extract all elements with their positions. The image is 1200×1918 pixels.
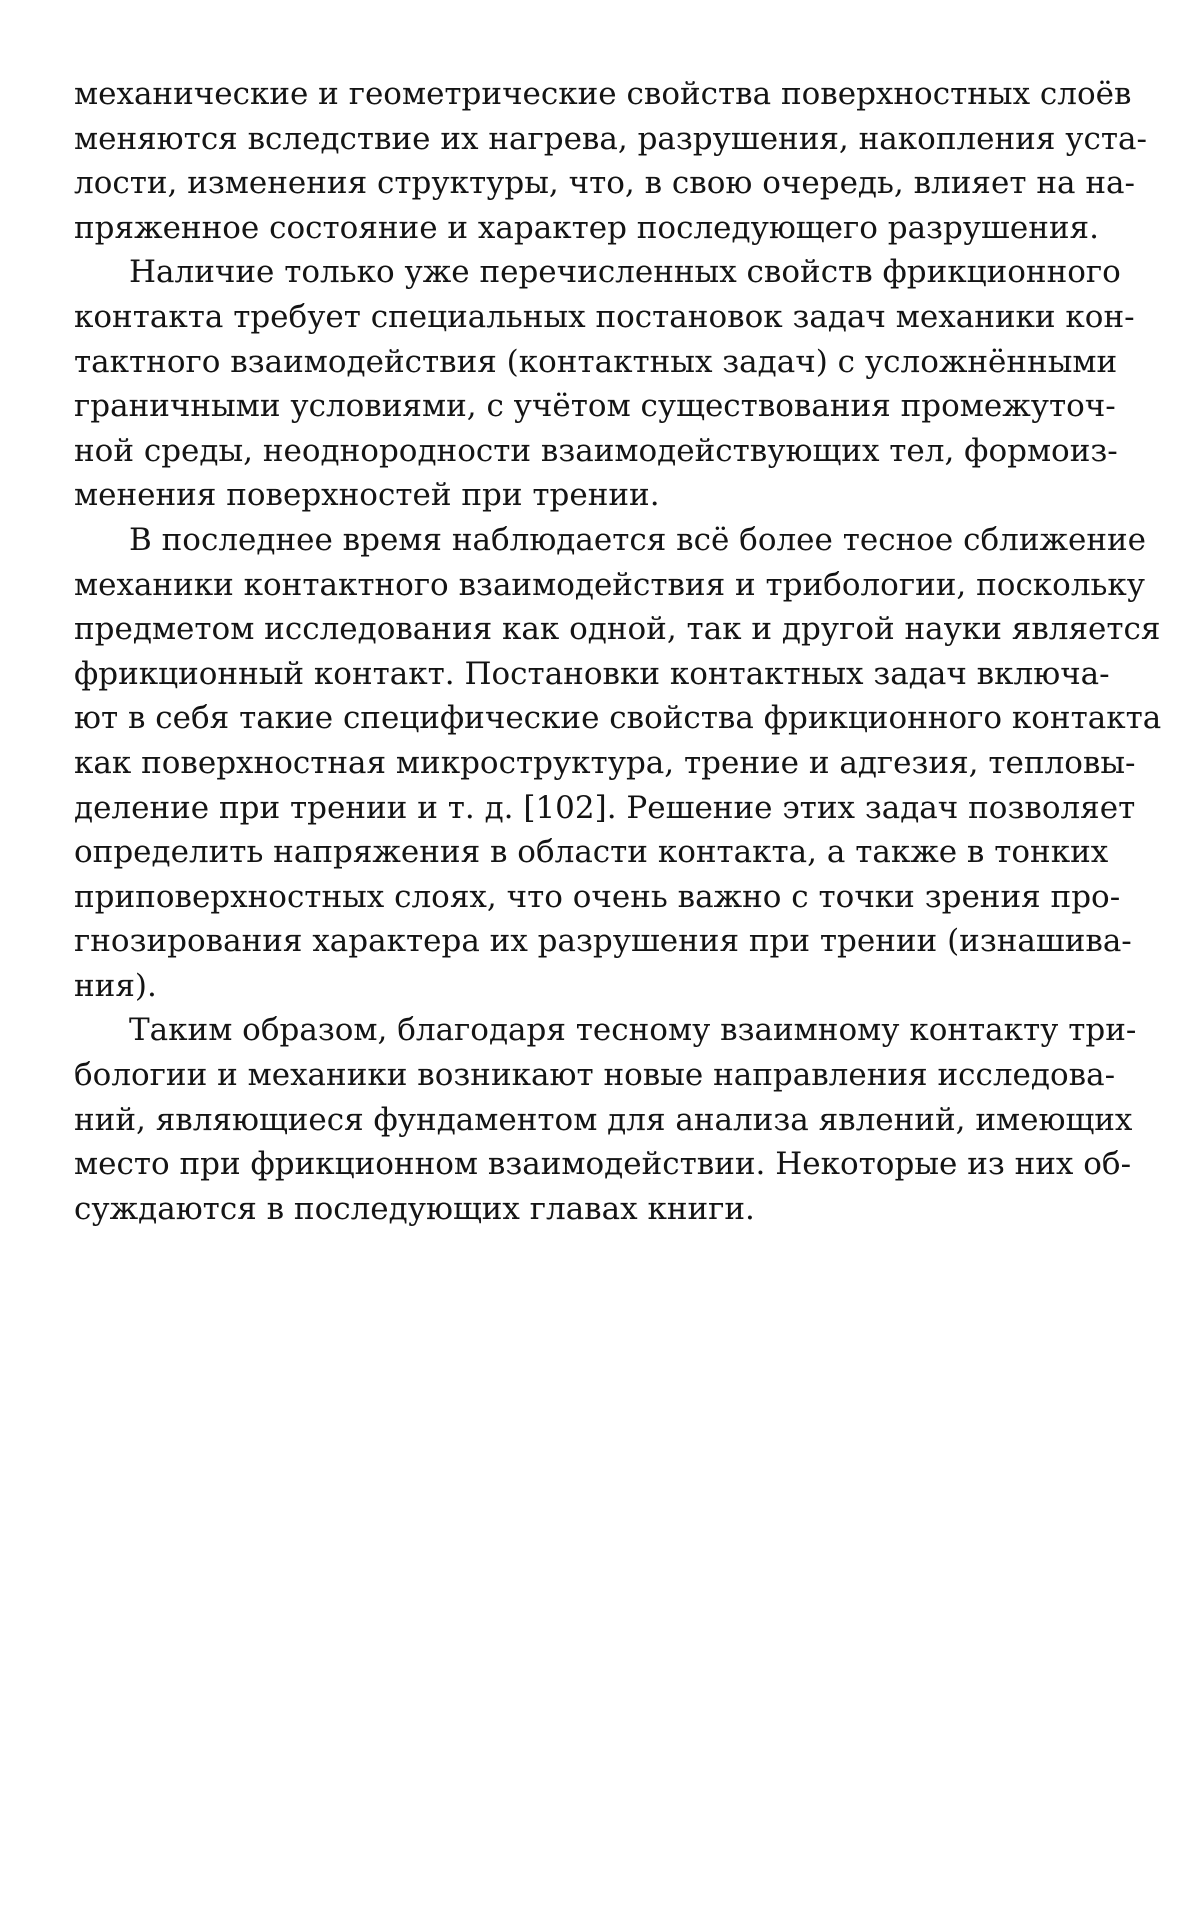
text-line: Таким образом, благодаря тесному взаимному контакту три- [129, 1012, 1137, 1049]
text-line: пряженное состояние и характер последующего разрушения. [74, 209, 1099, 246]
text-line: контакта требует специальных постановок задач механики кон- [74, 298, 1135, 335]
text-line: Наличие только уже перечисленных свойств фрикционного [129, 254, 1121, 291]
text-line: место при фрикционном взаимодействии. Некоторые из них об- [74, 1146, 1132, 1183]
text-line: суждаются в последующих главах книги. [74, 1190, 755, 1227]
paragraph-3 [74, 518, 1162, 1009]
text-line: определить напряжения в области контакта, а также в тонких [74, 834, 1109, 871]
text-line: механики контактного взаимодействия и трибологии, поскольку [74, 566, 1146, 603]
paragraph-1 [74, 72, 1147, 250]
text-line: лости, изменения структуры, что, в свою очередь, влияет на на- [74, 165, 1135, 202]
text-line: деление при трении и т. д. [102]. Решение этих задач позволяет [74, 789, 1136, 826]
text-line: бологии и механики возникают новые направления исследова- [74, 1057, 1116, 1094]
text-line: предметом исследования как одной, так и другой науки является [74, 611, 1161, 648]
text-line: В последнее время наблюдается всё более тесное сближение [129, 521, 1147, 558]
text-line: ной среды, неоднородности взаимодействующих тел, формоиз- [74, 432, 1118, 469]
text-line: меняются вследствие их нагрева, разрушения, накопления уста- [74, 120, 1147, 157]
text-line: приповерхностных слоях, что очень важно с точки зрения про- [74, 878, 1121, 915]
body-text [74, 72, 1162, 1231]
text-line: менения поверхностей при трении. [74, 477, 660, 514]
text-line: ют в себя такие специфические свойства фрикционного контакта [74, 700, 1162, 737]
text-line: тактного взаимодействия (контактных задач) с усложнёнными [74, 343, 1118, 380]
text-line: гнозирования характера их разрушения при трении (изнашива- [74, 923, 1132, 960]
text-line: фрикционный контакт. Постановки контактных задач включа- [74, 655, 1110, 692]
text-line: граничными условиями, с учётом существования промежуточ- [74, 388, 1116, 425]
text-line: как поверхностная микроструктура, трение и адгезия, тепловы- [74, 744, 1136, 781]
paragraph-4 [74, 1008, 1137, 1231]
text-line: ния). [74, 967, 157, 1004]
paragraph-2 [74, 250, 1135, 518]
text-line: ний, являющиеся фундаментом для анализа явлений, имеющих [74, 1101, 1133, 1138]
text-line: механические и геометрические свойства поверхностных слоёв [74, 76, 1132, 112]
